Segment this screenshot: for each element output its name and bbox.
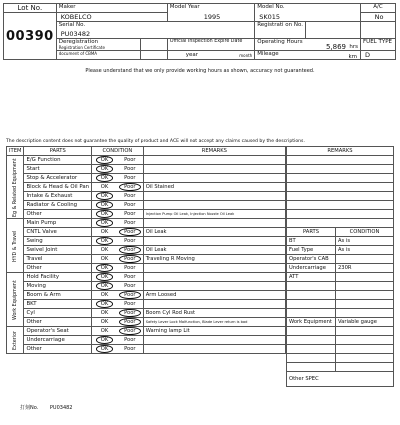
condition-ok: OK — [96, 336, 114, 344]
part-name: Block & Head & Oil Pan — [24, 183, 92, 192]
condition-ok-cell — [92, 309, 117, 318]
inspection-table — [6, 146, 286, 354]
side-spec-label: ATT — [287, 273, 336, 282]
part-name: Moving — [24, 282, 92, 291]
remarks-header: REMARKS — [143, 147, 285, 156]
condition-poor-cell — [117, 201, 143, 210]
condition-header: CONDITION — [92, 147, 144, 156]
condition-ok-cell — [92, 345, 117, 354]
ac-label: A/C — [361, 4, 396, 13]
part-name: Cyl — [24, 309, 92, 318]
part-name: Other — [24, 210, 92, 219]
condition-ok-cell — [92, 336, 117, 345]
side-blank-row — [287, 300, 336, 309]
parts-header: PARTS — [24, 147, 92, 156]
part-name: Swing — [24, 237, 92, 246]
condition-poor-cell — [117, 273, 143, 282]
remark-text — [143, 345, 285, 354]
condition-poor: Poor — [124, 283, 136, 289]
condition-ok: OK — [96, 273, 114, 281]
lot-label: Lot No. — [4, 4, 57, 13]
hours-notice: Please understand that we only provide working hours as shown, accuracy not guaranteed. — [85, 68, 315, 74]
deregistration-label — [56, 39, 141, 51]
condition-poor: Poor — [124, 265, 136, 271]
stamp-number-value: PU03482 — [49, 405, 73, 411]
condition-poor-cell — [117, 192, 143, 201]
side-spec-value — [336, 255, 394, 264]
inspection-body — [7, 156, 286, 354]
category-label: Work Equipment — [7, 273, 24, 327]
side-remarks-line — [287, 201, 394, 210]
part-name: Start — [24, 165, 92, 174]
condition-poor: Poor — [119, 318, 140, 326]
condition-poor: Poor — [124, 211, 136, 217]
month-label: month — [239, 53, 253, 58]
model-no-value: SK015 — [255, 13, 361, 22]
lot-number: 00390 — [4, 13, 57, 60]
side-spec-row — [287, 255, 394, 264]
category-label: Eg & Related Equipment — [7, 156, 24, 219]
condition-ok: OK — [96, 264, 114, 272]
condition-ok: OK — [96, 201, 114, 209]
condition-poor: Poor — [124, 202, 136, 208]
model-year-label: Model Year — [167, 4, 254, 13]
condition-poor: Poor — [124, 337, 136, 343]
part-name: BKT — [24, 300, 92, 309]
disclaimer-text: The description content does not guarantee the quality of product and ACE will not accept any claims caused by the descriptions. — [6, 139, 305, 144]
remark-text: Traveling R Moving — [143, 255, 285, 264]
condition-ok: OK — [96, 210, 114, 218]
inspection-row — [7, 219, 286, 228]
remark-text — [143, 237, 285, 246]
inspection-row — [7, 183, 286, 192]
side-blank-row — [336, 354, 394, 363]
part-name: E/G Function — [24, 156, 92, 165]
ac-value: No — [361, 13, 396, 22]
side-blank-row — [287, 327, 336, 336]
condition-poor-cell — [117, 282, 143, 291]
side-remarks-line — [287, 192, 394, 201]
hrs-unit: hrs — [349, 44, 358, 50]
remark-text — [143, 336, 285, 345]
side-remarks-line — [287, 156, 394, 165]
side-spec-value: As is — [336, 246, 394, 255]
condition-ok-cell — [92, 282, 117, 291]
side-panel — [286, 146, 394, 387]
condition-ok: OK — [100, 247, 109, 253]
inspection-header-row — [7, 147, 286, 156]
side-blank-row — [336, 363, 394, 372]
condition-ok-cell — [92, 237, 117, 246]
condition-poor: Poor — [124, 301, 136, 307]
remark-text: Safety Lever Lock Malfunction, Blade Lever return is bad — [143, 318, 285, 327]
condition-ok: OK — [100, 256, 109, 262]
deregistration-check — [141, 39, 167, 51]
condition-ok-cell — [92, 192, 117, 201]
side-remarks-line — [287, 219, 394, 228]
part-name: Hold Facility — [24, 273, 92, 282]
inspection-row — [7, 336, 286, 345]
cbma-check — [141, 51, 167, 60]
part-name: Undercarriage — [24, 336, 92, 345]
condition-poor: Poor — [124, 346, 136, 352]
remark-text — [143, 219, 285, 228]
condition-poor-cell — [117, 219, 143, 228]
side-blank-row — [287, 345, 336, 354]
side-spec-label: Operator's CAB — [287, 255, 336, 264]
remark-text: Arm Loosed — [143, 291, 285, 300]
condition-poor: Poor — [124, 238, 136, 244]
inspection-row — [7, 309, 286, 318]
registration-value — [306, 22, 361, 39]
side-spec-row — [287, 273, 394, 282]
condition-ok-cell — [92, 318, 117, 327]
part-name: Radiator & Cooling — [24, 201, 92, 210]
side-spec-label: Fuel Type — [287, 246, 336, 255]
side-spec-row — [287, 237, 394, 246]
operating-hours-cell — [255, 39, 361, 51]
condition-ok-cell — [92, 156, 117, 165]
side-remarks-header: REMARKS — [287, 147, 394, 156]
condition-ok: OK — [100, 310, 109, 316]
condition-ok-cell — [92, 255, 117, 264]
condition-ok: OK — [96, 192, 114, 200]
condition-poor-cell — [117, 228, 143, 237]
inspection-row — [7, 201, 286, 210]
condition-ok-cell — [92, 210, 117, 219]
condition-poor-cell — [117, 174, 143, 183]
condition-ok-cell — [92, 219, 117, 228]
inspection-row — [7, 300, 286, 309]
side-blank-row — [336, 336, 394, 345]
item-header: ITEM — [7, 147, 24, 156]
document-of-cbma-label: document of CBMA — [56, 51, 141, 60]
category-label: Exterior — [7, 327, 24, 354]
fuel-type-value: D — [361, 51, 396, 60]
part-name: CNTL Valve — [24, 228, 92, 237]
side-blank-row — [336, 300, 394, 309]
part-name: Other — [24, 264, 92, 273]
condition-poor: Poor — [119, 309, 140, 317]
condition-poor: Poor — [124, 166, 136, 172]
inspection-row — [7, 255, 286, 264]
side-spec-value: 230R — [336, 264, 394, 273]
work-equipment-label: Work Equipment — [287, 318, 336, 327]
condition-ok-cell — [92, 201, 117, 210]
condition-ok-cell — [92, 264, 117, 273]
part-name: Intake & Exhaust — [24, 192, 92, 201]
condition-poor-cell — [117, 327, 143, 336]
inspection-row — [7, 327, 286, 336]
condition-ok: OK — [96, 165, 114, 173]
registration-label: Registrati on No. — [255, 22, 306, 39]
condition-ok-cell — [92, 300, 117, 309]
condition-poor-cell — [117, 246, 143, 255]
side-remarks-line — [287, 165, 394, 174]
remark-text — [143, 156, 285, 165]
condition-ok: OK — [100, 328, 109, 334]
condition-ok-cell — [92, 228, 117, 237]
inspection-row — [7, 345, 286, 354]
condition-ok: OK — [96, 282, 114, 290]
condition-poor-cell — [117, 264, 143, 273]
maker-value: KOBELCO — [56, 13, 167, 22]
inspection-row — [7, 273, 286, 282]
side-blank-row — [336, 282, 394, 291]
part-name: Stop & Accelerator — [24, 174, 92, 183]
model-year-value: 1995 — [167, 13, 254, 22]
condition-poor: Poor — [119, 246, 140, 254]
stamp-number — [20, 404, 83, 411]
condition-poor: Poor — [124, 175, 136, 181]
side-spec-value — [336, 273, 394, 282]
condition-poor: Poor — [124, 157, 136, 163]
remark-text: Oil Leak — [143, 246, 285, 255]
inspection-row — [7, 237, 286, 246]
side-blank-row — [287, 354, 336, 363]
condition-poor-cell — [117, 345, 143, 354]
side-blank-row — [336, 309, 394, 318]
remark-text: Boom Cyl Rod Rust — [143, 309, 285, 318]
model-no-label: Model No. — [255, 4, 361, 13]
condition-poor-cell — [117, 309, 143, 318]
condition-ok: OK — [96, 237, 114, 245]
operating-hours-label: Operating Hours — [257, 39, 303, 45]
inspection-row — [7, 165, 286, 174]
part-name: Boom & Arm — [24, 291, 92, 300]
operating-hours-value: 5,869 — [325, 43, 346, 51]
side-condition-header: CONDITION — [336, 228, 394, 237]
part-name: Travel — [24, 255, 92, 264]
side-remarks-line — [287, 183, 394, 192]
remark-text — [143, 192, 285, 201]
mileage-cell — [255, 51, 361, 60]
part-name: Main Pump — [24, 219, 92, 228]
remark-text: Warning lamp Lit — [143, 327, 285, 336]
condition-poor-cell — [117, 183, 143, 192]
inspection-row — [7, 282, 286, 291]
maker-label: Maker — [56, 4, 167, 13]
condition-ok-cell — [92, 246, 117, 255]
remark-text — [143, 165, 285, 174]
condition-ok-cell — [92, 327, 117, 336]
side-spec-value: As is — [336, 237, 394, 246]
condition-ok: OK — [100, 184, 109, 190]
other-spec-label: Other SPEC — [287, 372, 394, 387]
inspection-row — [7, 192, 286, 201]
condition-ok: OK — [100, 292, 109, 298]
year-label: year — [185, 52, 199, 58]
remark-text: Oil Stained — [143, 183, 285, 192]
remark-text — [143, 201, 285, 210]
condition-ok: OK — [96, 156, 114, 164]
side-remarks-line — [287, 174, 394, 183]
side-blank-row — [287, 336, 336, 345]
side-parts-header: PARTS — [287, 228, 336, 237]
deregistration-text: Deregistration — [58, 39, 99, 45]
side-spec-rows — [287, 237, 394, 282]
category-label: HYD & Travel — [7, 219, 24, 273]
inspection-row — [7, 291, 286, 300]
expire-date-cell — [167, 51, 254, 60]
inspection-row — [7, 156, 286, 165]
inspection-row — [7, 246, 286, 255]
remark-text: Injection Pump Oil Leak, Injection Nozzle Oil Leak — [143, 210, 285, 219]
side-blank-row — [287, 309, 336, 318]
condition-ok-cell — [92, 273, 117, 282]
side-blank-row — [287, 363, 336, 372]
condition-poor-cell — [117, 255, 143, 264]
side-blank-row — [336, 327, 394, 336]
registration-certificate-text: Registration Certificate — [58, 45, 105, 50]
side-blank-row — [336, 291, 394, 300]
condition-poor: Poor — [119, 183, 140, 191]
part-name: Operator's Seat — [24, 327, 92, 336]
condition-ok: OK — [96, 174, 114, 182]
inspection-row — [7, 210, 286, 219]
inspection-row — [7, 318, 286, 327]
remark-text — [143, 282, 285, 291]
remark-text — [143, 264, 285, 273]
stamp-number-label: 打刻No. — [20, 405, 39, 411]
condition-poor-cell — [117, 291, 143, 300]
mileage-label: Mileage — [257, 51, 279, 57]
condition-poor-cell — [117, 336, 143, 345]
condition-ok: OK — [96, 300, 114, 308]
remark-text — [143, 300, 285, 309]
side-spec-label: BT — [287, 237, 336, 246]
remark-text — [143, 273, 285, 282]
condition-ok: OK — [96, 219, 114, 227]
fuel-type-label: FUEL TYPE — [361, 39, 396, 51]
side-spec-label: Undercarriage — [287, 264, 336, 273]
condition-ok-cell — [92, 291, 117, 300]
condition-ok-cell — [92, 183, 117, 192]
condition-poor-cell — [117, 165, 143, 174]
side-remarks-line — [287, 210, 394, 219]
inspection-row — [7, 174, 286, 183]
side-spec-row — [287, 246, 394, 255]
side-blank-row — [336, 345, 394, 354]
condition-poor: Poor — [119, 327, 140, 335]
side-blank-row — [287, 291, 336, 300]
remark-text: Oil Leak — [143, 228, 285, 237]
condition-poor: Poor — [119, 228, 140, 236]
condition-poor: Poor — [124, 220, 136, 226]
condition-ok: OK — [96, 345, 114, 353]
part-name: Other — [24, 318, 92, 327]
condition-poor-cell — [117, 237, 143, 246]
inspection-row — [7, 264, 286, 273]
inspection-expire-label: Official Inspection Expire Date — [167, 39, 254, 51]
serial-label: Serial No. — [56, 22, 254, 31]
condition-ok: OK — [100, 229, 109, 235]
part-name: Swivel Joint — [24, 246, 92, 255]
condition-ok-cell — [92, 165, 117, 174]
side-spec-row — [287, 264, 394, 273]
condition-poor-cell — [117, 318, 143, 327]
condition-ok-cell — [92, 174, 117, 183]
condition-poor: Poor — [119, 291, 140, 299]
side-blank-row — [287, 282, 336, 291]
condition-poor: Poor — [124, 193, 136, 199]
condition-poor: Poor — [119, 255, 140, 263]
remark-text — [143, 174, 285, 183]
inspection-row — [7, 228, 286, 237]
condition-poor-cell — [117, 300, 143, 309]
work-equipment-value: Variable gauge — [336, 318, 394, 327]
condition-ok: OK — [100, 319, 109, 325]
km-unit: km — [348, 54, 357, 60]
condition-poor-cell — [117, 156, 143, 165]
condition-poor-cell — [117, 210, 143, 219]
serial-value: PU03482 — [56, 30, 254, 39]
condition-poor: Poor — [124, 274, 136, 280]
ac-blank — [361, 22, 396, 39]
part-name: Other — [24, 345, 92, 354]
lot-header — [3, 3, 396, 60]
